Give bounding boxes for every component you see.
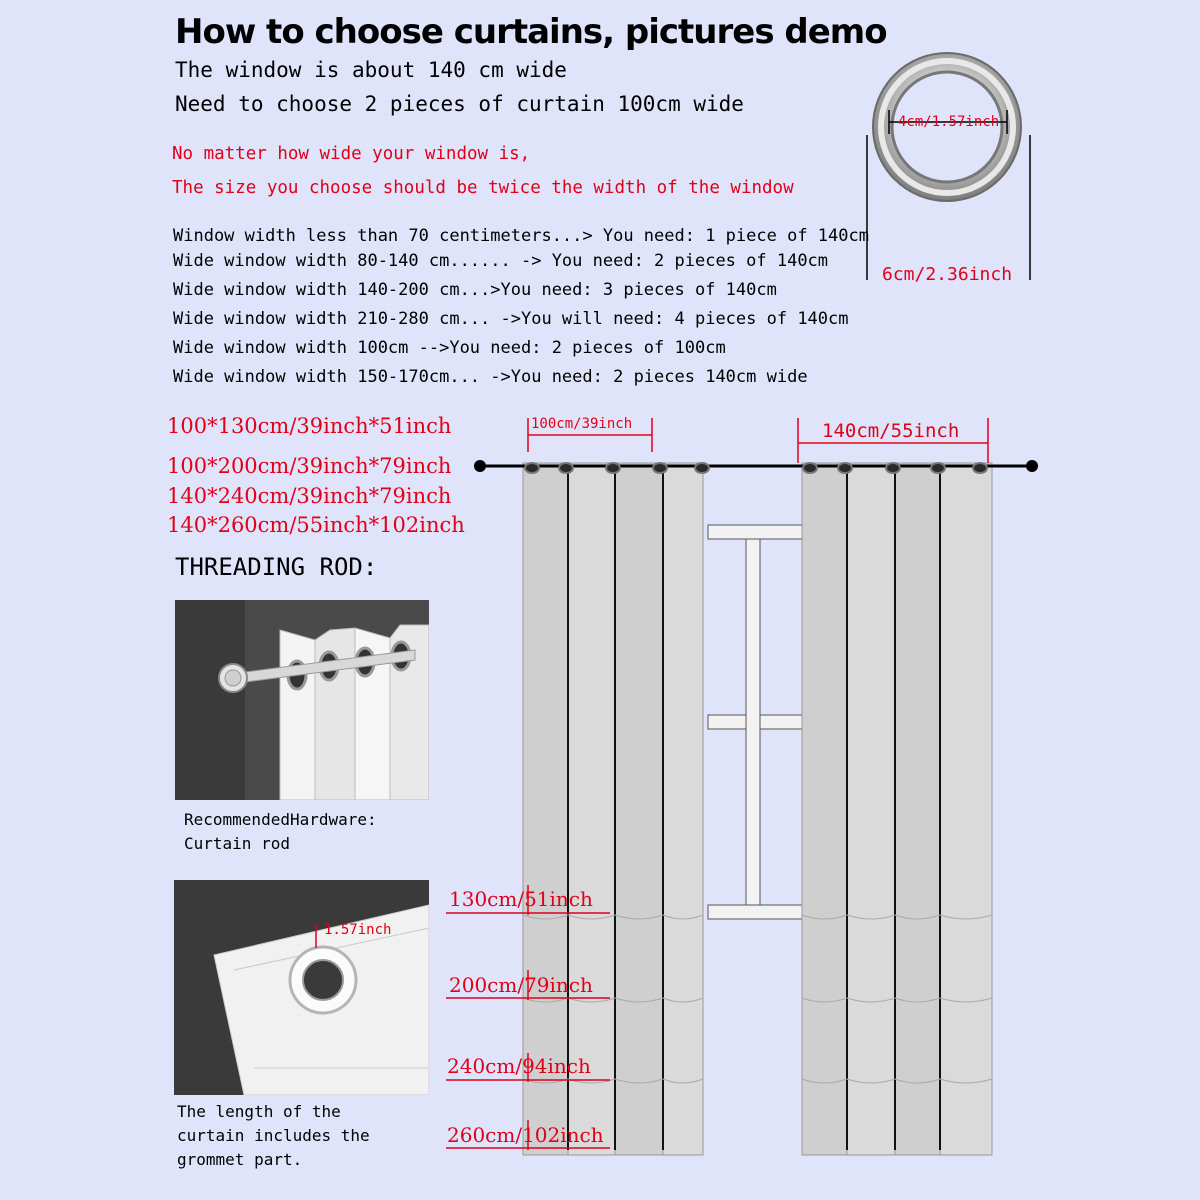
left-curtain-panels: [523, 463, 703, 1155]
threading-rod-heading: THREADING ROD:: [175, 553, 378, 581]
width-row: Wide window width 100cm -->You need: 2 pieces of 100cm: [173, 338, 726, 358]
grommet-detail-photo: [174, 880, 429, 1095]
width-row: Wide window width 210-280 cm... ->You will need: 4 pieces of 140cm: [173, 309, 849, 329]
size-option: 100*200cm/39inch*79inch: [167, 454, 452, 478]
width-row: Wide window width 140-200 cm...>You need: 3 pieces of 140cm: [173, 280, 777, 300]
right-curtain-panels: [802, 463, 992, 1155]
grommet-detail-label: 1.57inch: [324, 922, 392, 938]
length-label: 200cm/79inch: [449, 973, 593, 997]
rod-end-right: [1026, 460, 1038, 472]
curtain-rod-photo: [175, 600, 429, 800]
hardware-caption: RecommendedHardware: Curtain rod: [184, 810, 377, 853]
left-panel-width-label: 100cm/39inch: [531, 416, 633, 432]
width-row: Wide window width 150-170cm... ->You need: 2 pieces 140cm wide: [173, 367, 808, 387]
rule-line-2: The size you choose should be twice the width of the window: [172, 178, 794, 198]
right-panel-width-label: 140cm/55inch: [822, 420, 960, 442]
grommet-inner-diameter: 4cm/1.57inch: [898, 114, 1000, 130]
length-label: 240cm/94inch: [447, 1054, 591, 1078]
window-frame-illustration: [708, 525, 804, 919]
size-option: 140*260cm/55inch*102inch: [167, 513, 465, 537]
length-caption: The length of the curtain includes the grommet part.: [177, 1102, 370, 1169]
width-row: Window width less than 70 centimeters...> You need: 1 piece of 140cm: [173, 226, 869, 246]
intro-window-width: The window is about 140 cm wide: [175, 58, 567, 82]
size-option: 140*240cm/39inch*79inch: [167, 484, 452, 508]
grommet-ring-illustration: [858, 40, 1038, 300]
page-title: How to choose curtains, pictures demo: [175, 12, 887, 52]
size-option: 100*130cm/39inch*51inch: [167, 414, 452, 438]
intro-curtain-choice: Need to choose 2 pieces of curtain 100cm wide: [175, 92, 744, 116]
curtain-diagram: [440, 405, 1060, 1165]
length-label: 260cm/102inch: [447, 1123, 604, 1147]
grommet-outer-diameter: 6cm/2.36inch: [882, 264, 1013, 285]
rod-end-left: [474, 460, 486, 472]
rule-line-1: No matter how wide your window is,: [172, 144, 531, 164]
length-label: 130cm/51inch: [449, 887, 593, 911]
width-row: Wide window width 80-140 cm...... -> You need: 2 pieces of 140cm: [173, 251, 829, 271]
